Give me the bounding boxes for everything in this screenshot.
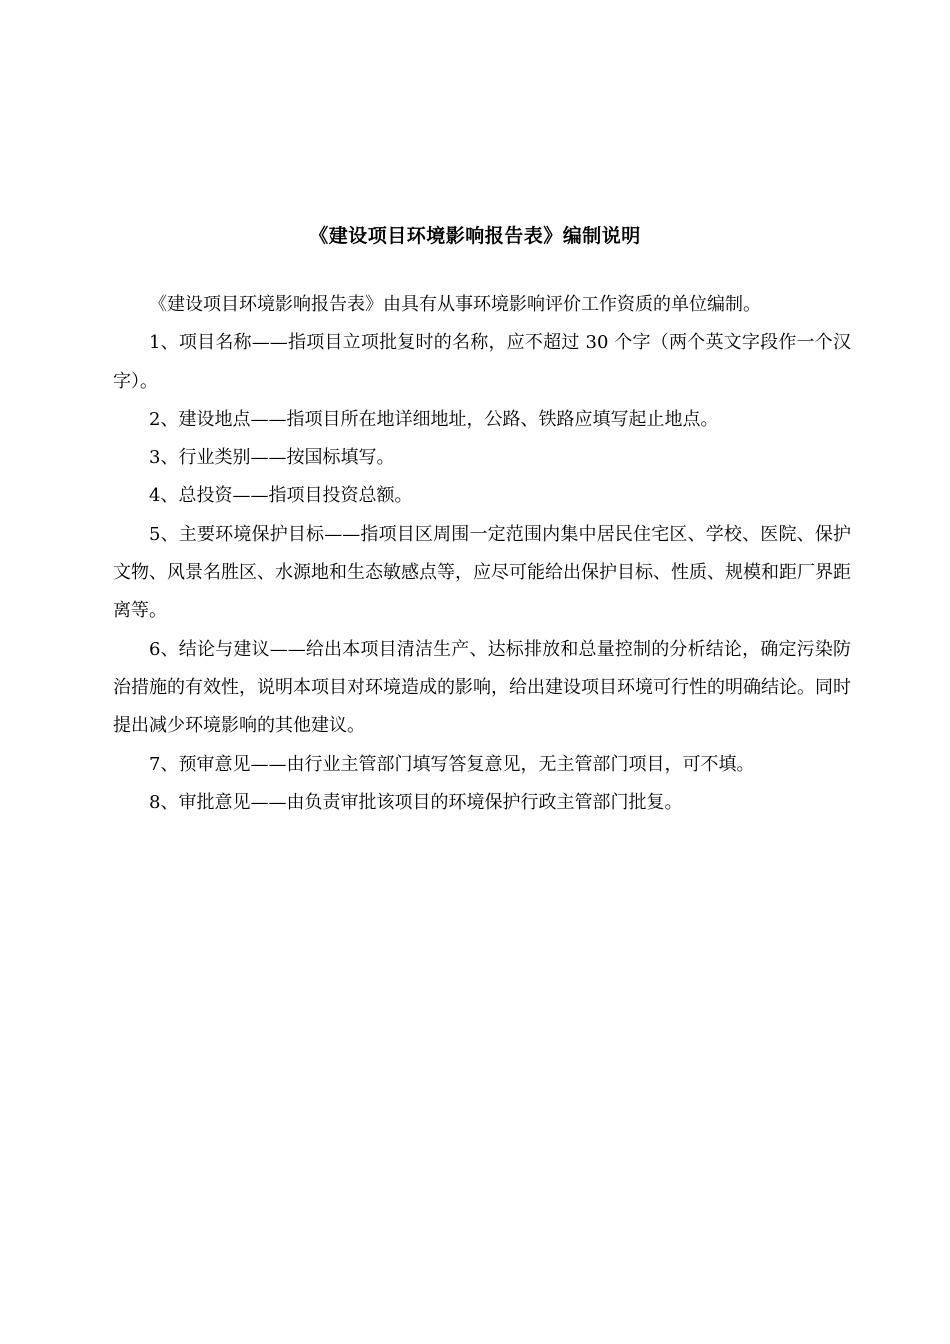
paragraph-item-6: 6、结论与建议——给出本项目清洁生产、达标排放和总量控制的分析结论，确定污染防治措施的有效性，说明本项目对环境造成的影响，给出建设项目环境可行性的明确结论。同时提出减少环境影响的其他建议。 (113, 638, 851, 737)
paragraph-item-7: 7、预审意见——由行业主管部门填写答复意见，无主管部门项目，可不填。 (149, 753, 755, 775)
paragraph-item-4: 4、总投资——指项目投资总额。 (149, 485, 413, 507)
paragraph-item-2: 2、建设地点——指项目所在地详细地址，公路、铁路应填写起止地点。 (149, 408, 719, 430)
document-body (113, 286, 851, 822)
paragraph-item-8: 8、审批意见——由负责审批该项目的环境保护行政主管部门批复。 (149, 791, 683, 813)
document-title: 《建设项目环境影响报告表》编制说明 (309, 225, 641, 247)
paragraph-item-5: 5、主要环境保护目标——指项目区周围一定范围内集中居民住宅区、学校、医院、保护文物、风景名胜区、水源地和生态敏感点等，应尽可能给出保护目标、性质、规模和距厂界距离等。 (113, 523, 851, 622)
paragraph-item-3: 3、行业类别——按国标填写。 (149, 447, 395, 469)
paragraph-item-1: 1、项目名称——指项目立项批复时的名称，应不超过 30 个字（两个英文字段作一个汉字）。 (113, 332, 851, 392)
paragraph-intro: 《建设项目环境影响报告表》由具有从事环境影响评价工作资质的单位编制。 (149, 294, 761, 315)
